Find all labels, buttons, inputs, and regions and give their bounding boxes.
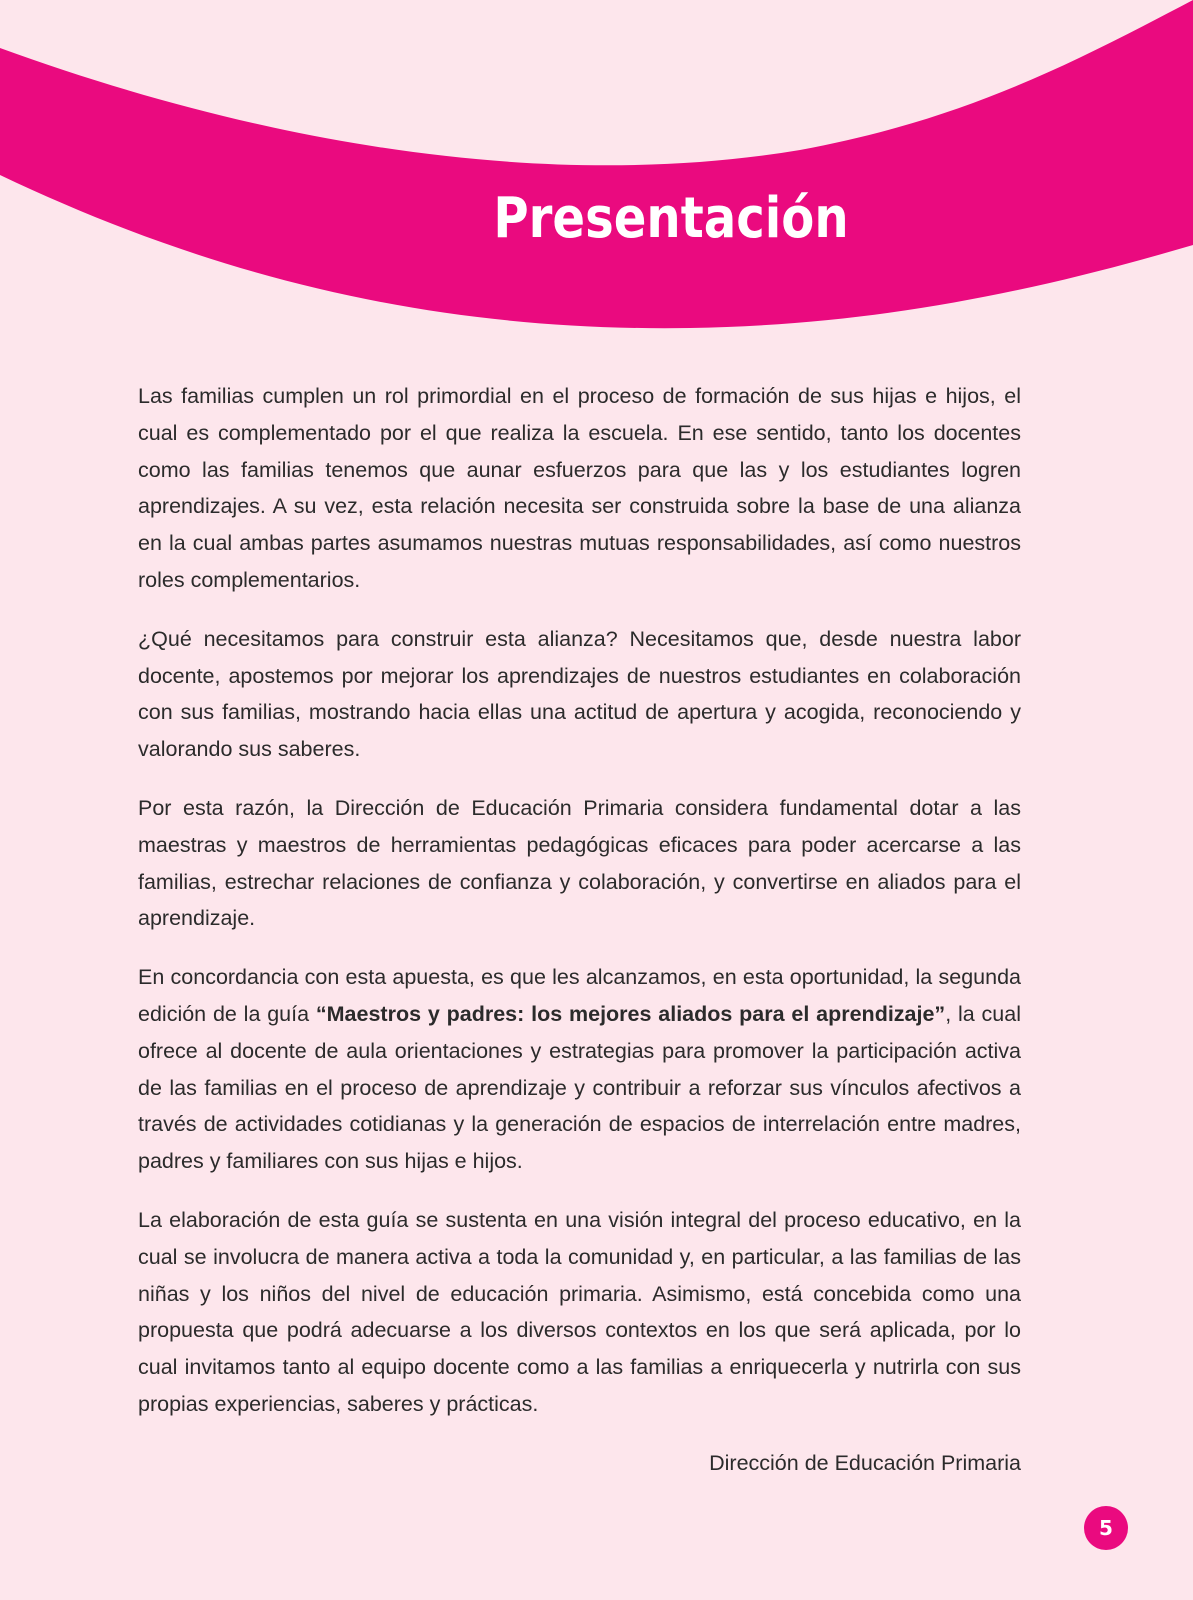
paragraph-4-intro: En concordancia con esta apuesta, es que les alcanzamos, en esta oportunidad, la segunda edición de la guía — [138, 965, 1021, 1026]
signature: Dirección de Educación Primaria — [709, 1450, 1021, 1475]
paragraph-1: Las familias cumplen un rol primordial en el proceso de formación de sus hijas e hijos, el cual es complementado por el que realiza la escuela. En ese sentido, tanto los docentes como las familias tenemos que aunar esfuerzos para que las y los estudiantes logren aprendizajes. A su vez, esta relación necesita ser construida sobre la base de una alianza en la cual ambas partes asumamos nuestras mutuas responsabilidades, así como nuestros roles complementarios. — [138, 384, 1021, 592]
guide-title: “Maestros y padres: los mejores aliados para el aprendizaje” — [315, 1001, 946, 1026]
paragraph-5: La elaboración de esta guía se sustenta en una visión integral del proceso educativo, en la cual se involucra de manera activa a toda la comunidad y, en particular, a las familias de las niñas y los niños del nivel de educación primaria. Asimismo, está concebida como una propuesta que podrá adecuarse a los diversos contextos en los que será aplicada, por lo cual invitamos tanto al equipo docente como a las familias a enriquecerla y nutrirla con sus propias experiencias, saberes y prácticas. — [138, 1207, 1021, 1416]
paragraph-2: ¿Qué necesitamos para construir esta alianza? Necesitamos que, desde nuestra labor docente, apostemos por mejorar los aprendizajes de nuestros estudiantes en colaboración con sus familias, mostrando hacia ellas una actitud de apertura y acogida, reconociendo y valorando sus saberes. — [138, 626, 1021, 762]
paragraph-4 — [138, 959, 1021, 1180]
paragraph-3: Por esta razón, la Dirección de Educación Primaria considera fundamental dotar a las maestras y maestros de herramientas pedagógicas eficaces para poder acercarse a las familias, estrechar relaciones de confianza y colaboración, y convertirse en aliados para el aprendizaje. — [138, 795, 1021, 931]
page-number-badge: 5 — [1084, 1506, 1128, 1550]
header-wave-banner — [0, 0, 1193, 340]
presentation-body — [138, 378, 1021, 1482]
page-title: Presentación — [493, 186, 849, 251]
wave-shape — [0, 0, 1193, 328]
paragraph-4-rest: , la cual ofrece al docente de aula orientaciones y estrategias para promover la participación activa de las familias en el proceso de aprendizaje y contribuir a reforzar sus vínculos afectivos a través de actividades cotidianas y la generación de espacios de interrelación entre madres, padres y familiares con sus hijas e hijos. — [138, 1001, 1021, 1174]
